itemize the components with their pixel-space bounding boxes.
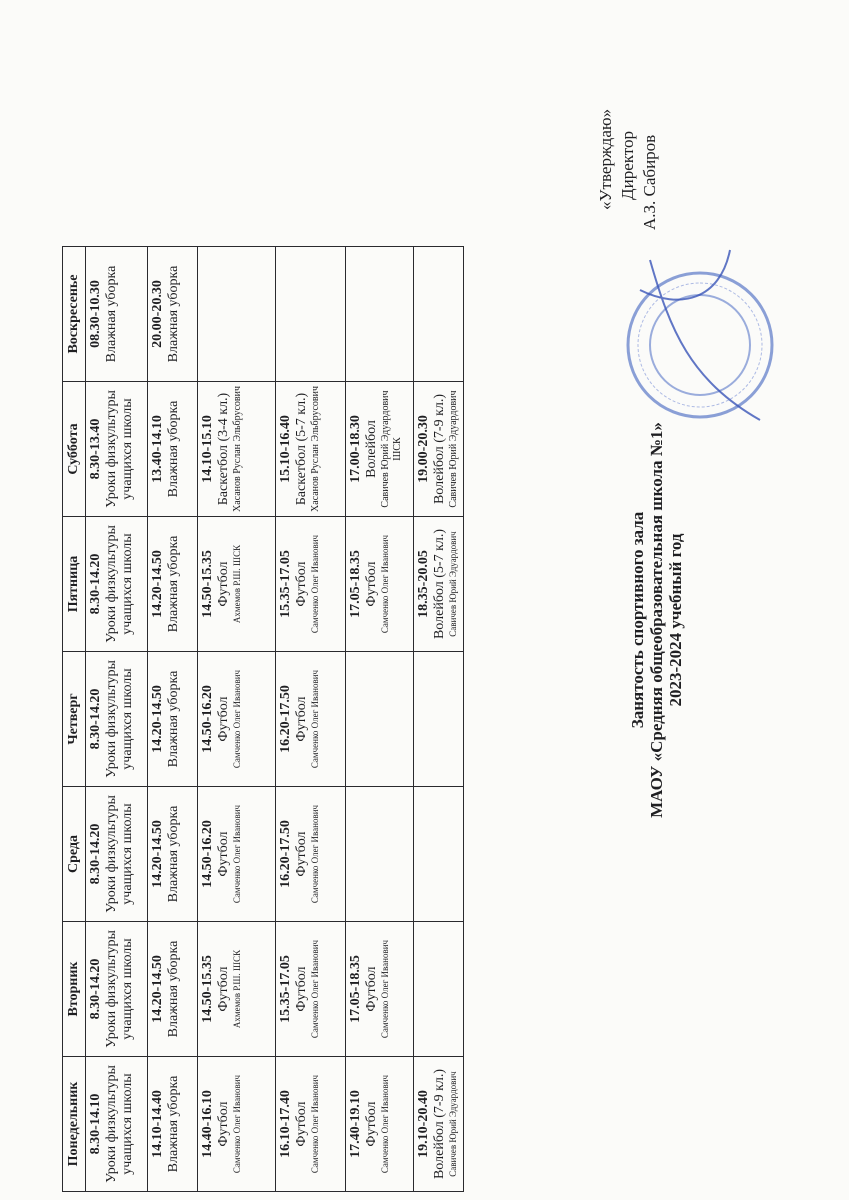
approval-heading: «Утверждаю» [596, 108, 615, 210]
time-slot: 08.30-10.30 [88, 280, 103, 348]
activity-label: Футбол [294, 1101, 309, 1147]
schedule-cell [148, 247, 198, 382]
activity-label: Влажная уборка [166, 1075, 181, 1173]
schedule-cell [414, 247, 464, 382]
coach-name: Самченко Олег Иванович [310, 669, 320, 769]
time-slot: 8.30-14.20 [88, 958, 103, 1020]
schedule-cell [346, 382, 414, 517]
time-slot: 14.50-15.35 [200, 550, 215, 618]
coach-name: Савичев Юрий Эдуардович [448, 1071, 458, 1177]
schedule-cell [86, 1057, 148, 1192]
table-row [414, 247, 464, 1192]
activity-label: Баскетбол (5-7 кл.) [294, 392, 309, 506]
time-slot: 19.00-20.30 [416, 415, 431, 483]
time-slot: 14.50-16.20 [200, 685, 215, 753]
activity-label: Футбол [216, 831, 231, 877]
coach-name: Самченко Олег Иванович [310, 534, 320, 634]
time-slot: 8.30-14.10 [88, 1093, 103, 1155]
document-title [628, 300, 685, 940]
schedule-cell [276, 787, 346, 922]
schedule-cell [276, 247, 346, 382]
table-row [198, 247, 276, 1192]
schedule-table [62, 246, 464, 1192]
activity-label: Футбол [294, 831, 309, 877]
time-slot: 14.20-14.50 [150, 820, 165, 888]
schedule-cell [148, 652, 198, 787]
table-row [86, 247, 148, 1192]
time-slot: 17.40-19.10 [348, 1090, 363, 1158]
activity-label: Влажная уборка [166, 670, 181, 768]
activity-label: Футбол [364, 1101, 379, 1147]
schedule-cell [198, 517, 276, 652]
schedule-cell [148, 922, 198, 1057]
time-slot: 15.35-17.05 [278, 955, 293, 1023]
time-slot: 19.10-20.40 [416, 1090, 431, 1158]
activity-label: Влажная уборка [166, 535, 181, 633]
time-slot: 14.40-16.10 [200, 1090, 215, 1158]
time-slot: 14.10-14.40 [150, 1090, 165, 1158]
schedule-cell [276, 652, 346, 787]
time-slot: 18.35-20.05 [416, 550, 431, 618]
schedule-cell [346, 517, 414, 652]
schedule-cell [148, 382, 198, 517]
activity-label: Волейбол [364, 420, 379, 478]
activity-label: Футбол [216, 1101, 231, 1147]
time-slot: 8.30-14.20 [88, 553, 103, 615]
schedule-cell [86, 517, 148, 652]
time-slot: 17.05-18.35 [348, 550, 363, 618]
table-row [148, 247, 198, 1192]
day-header: Вторник [63, 922, 86, 1057]
coach-name: Самченко Олег Иванович [232, 804, 242, 904]
activity-label: Уроки физкультуры учащихся школы [104, 1065, 135, 1183]
schedule-cell [276, 922, 346, 1057]
schedule-cell [198, 922, 276, 1057]
time-slot: 15.35-17.05 [278, 550, 293, 618]
schedule-cell [148, 517, 198, 652]
activity-label: Футбол [294, 561, 309, 607]
activity-label: Футбол [216, 966, 231, 1012]
schedule-cell [276, 517, 346, 652]
schedule-cell [414, 652, 464, 787]
day-header: Суббота [63, 382, 86, 517]
schedule-cell [198, 652, 276, 787]
activity-label: Волейбол (5-7 кл.) [432, 528, 447, 640]
day-header: Понедельник [63, 1057, 86, 1192]
activity-label: Волейбол (7-9 кл.) [432, 393, 447, 505]
schedule-cell [86, 247, 148, 382]
schedule-cell [198, 382, 276, 517]
table-row [346, 247, 414, 1192]
time-slot: 16.20-17.50 [278, 685, 293, 753]
schedule-cell [198, 1057, 276, 1192]
activity-label: Футбол [364, 561, 379, 607]
activity-label: Уроки физкультуры учащихся школы [104, 930, 135, 1048]
coach-name: Савичев Юрий Эдуардович ШСК [380, 390, 403, 508]
header-row [63, 247, 86, 1192]
time-slot: 16.20-17.50 [278, 820, 293, 888]
time-slot: 14.20-14.50 [150, 955, 165, 1023]
schedule-cell [346, 922, 414, 1057]
time-slot: 14.10-15.10 [200, 415, 215, 483]
time-slot: 13.40-14.10 [150, 415, 165, 483]
coach-name: Самченко Олег Иванович [232, 1074, 242, 1174]
schedule-cell [148, 787, 198, 922]
time-slot: 20.00-20.30 [150, 280, 165, 348]
day-header: Среда [63, 787, 86, 922]
schedule-cell [346, 652, 414, 787]
day-header: Воскресенье [63, 247, 86, 382]
activity-label: Уроки физкультуры учащихся школы [104, 390, 135, 508]
time-slot: 14.50-16.20 [200, 820, 215, 888]
coach-name: Самченко Олег Иванович [380, 534, 390, 634]
time-slot: 17.05-18.35 [348, 955, 363, 1023]
schedule-cell [276, 382, 346, 517]
activity-label: Уроки физкультуры учащихся школы [104, 795, 135, 913]
activity-label: Футбол [294, 696, 309, 742]
time-slot: 14.20-14.50 [150, 550, 165, 618]
schedule-cell [414, 1057, 464, 1192]
activity-label: Футбол [294, 966, 309, 1012]
coach-name: Савичев Юрий Эдуардович [448, 531, 458, 637]
time-slot: 17.00-18.30 [348, 415, 363, 483]
activity-label: Влажная уборка [166, 805, 181, 903]
schedule-cell [198, 247, 276, 382]
activity-label: Баскетбол (3-4 кл.) [216, 392, 231, 506]
schedule-cell [86, 652, 148, 787]
day-header: Четверг [63, 652, 86, 787]
schedule-cell [414, 382, 464, 517]
activity-label: Футбол [216, 561, 231, 607]
activity-label: Влажная уборка [166, 265, 181, 363]
schedule-cell [276, 1057, 346, 1192]
approval-block [595, 70, 661, 320]
schedule-cell [148, 1057, 198, 1192]
approval-signatory: А.З. Сабиров [640, 134, 659, 230]
title-line-2: МАОУ «Средняя общеобразовательная школа №1» [647, 422, 666, 818]
coach-name: Ахмемов Р.Ш. ШСК [232, 544, 242, 624]
coach-name: Самченко Олег Иванович [380, 1074, 390, 1174]
activity-label: Влажная уборка [166, 940, 181, 1038]
activity-label: Влажная уборка [104, 265, 119, 363]
schedule-cell [86, 382, 148, 517]
day-header: Пятница [63, 517, 86, 652]
schedule-cell [346, 247, 414, 382]
coach-name: Самченко Олег Иванович [310, 1074, 320, 1174]
title-line-3: 2023-2024 учебный год [666, 533, 685, 707]
time-slot: 8.30-14.20 [88, 823, 103, 885]
schedule-cell [86, 922, 148, 1057]
title-line-1: Занятость спортивного зала [628, 511, 647, 729]
time-slot: 14.50-15.35 [200, 955, 215, 1023]
time-slot: 15.10-16.40 [278, 415, 293, 483]
time-slot: 16.10-17.40 [278, 1090, 293, 1158]
activity-label: Уроки физкультуры учащихся школы [104, 660, 135, 778]
time-slot: 8.30-14.20 [88, 688, 103, 750]
coach-name: Самченко Олег Иванович [310, 804, 320, 904]
activity-label: Волейбол (7-9 кл.) [432, 1068, 447, 1180]
schedule-cell [346, 787, 414, 922]
time-slot: 14.20-14.50 [150, 685, 165, 753]
schedule-cell [414, 922, 464, 1057]
activity-label: Влажная уборка [166, 400, 181, 498]
schedule-cell [414, 517, 464, 652]
activity-label: Уроки физкультуры учащихся школы [104, 525, 135, 643]
coach-name: Хасанов Руслан Эльбрусович [232, 385, 243, 513]
table-row [276, 247, 346, 1192]
time-slot: 8.30-13.40 [88, 418, 103, 480]
coach-name: Хасанов Руслан Эльбрусович [310, 385, 321, 513]
activity-label: Футбол [216, 696, 231, 742]
schedule-cell [198, 787, 276, 922]
activity-label: Футбол [364, 966, 379, 1012]
coach-name: Самченко Олег Иванович [380, 939, 390, 1039]
coach-name: Самченко Олег Иванович [310, 939, 320, 1039]
coach-name: Самченко Олег Иванович [232, 669, 242, 769]
schedule-cell [346, 1057, 414, 1192]
schedule-cell [86, 787, 148, 922]
coach-name: Ахмемов Р.Ш. ШСК [232, 949, 242, 1029]
schedule-cell [414, 787, 464, 922]
approval-position: Директор [618, 131, 637, 200]
coach-name: Савичев Юрий Эдуардович [448, 390, 459, 508]
